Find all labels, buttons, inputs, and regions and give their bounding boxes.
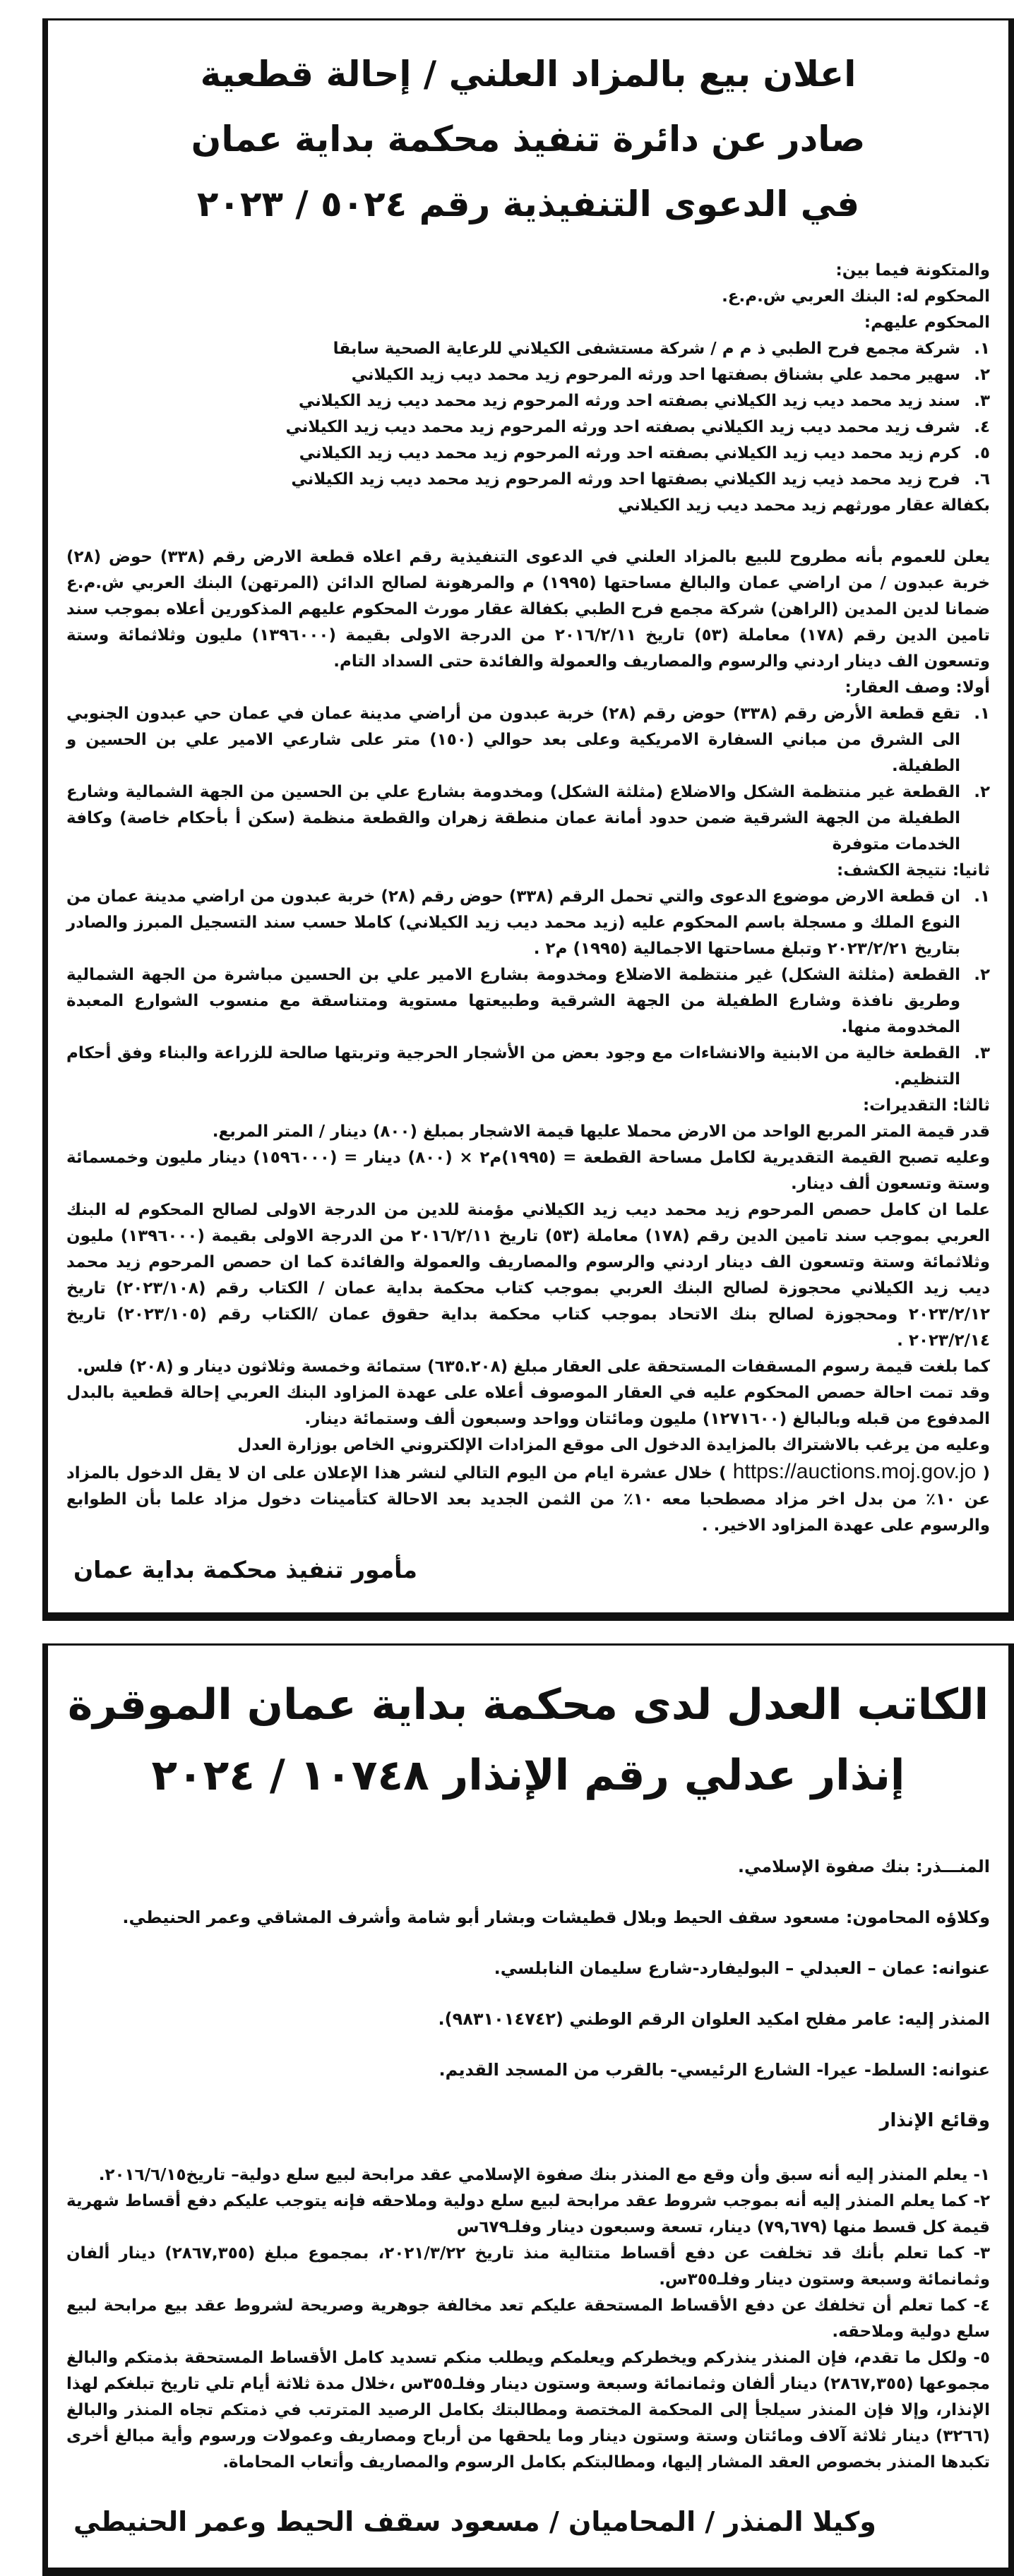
valuation-total: وعليه تصبح القيمة التقديرية لكامل مساحة القطعة = (١٩٩٥)م٢ × (٨٠٠) دينار = (١٥٩٦٠٠٠) دينار مليون وخمسمائة وستة وتسعون ألف دينار. bbox=[66, 1149, 990, 1193]
list-item: ٤- كما تعلم أن تخلفك عن دفع الأقساط المستحقة عليكم تعد مخالفة جوهرية وصريحة لشروط عقد بيع مرابحة لبيع سلع دولية وملاحقه. bbox=[66, 2296, 990, 2341]
item-number: ٢. bbox=[974, 966, 990, 984]
announcement-paragraph: يعلن للعموم بأنه مطروح للبيع بالمزاد العلني في الدعوى التنفيذية رقم اعلاه قطعة الارض رقم (٣٣٨) حوض (٢٨) خربة عبدون / من اراضي عمان والبالغ مساحتها (١٩٩٥) م والمرهونة لصالح الدائن (المرتهن) البنك العربي ش.م.ع ضمانا لدين المدين (الراهن) شركة مجمع فرح الطبي بكفالة عقار مورث المحكوم عليهم المذكورين أعلاه بموجب سند تامين الدين رقم (١٧٨) معاملة (٥٣) تاريخ ٢٠١٦/٢/١١ من الدرجة الاولى بقيمة (١٣٩٦٠٠٠) مليون وثلاثمائة وستة وتسعون الف دينار اردني والرسوم والمصاريف والعمولة والفائدة حتى السداد التام. bbox=[66, 548, 990, 671]
lawyers: وكلاؤه المحامون: مسعود سقف الحيط وبلال قطيشات وبشار أبو شامة وأشرف المشاقي وعمر الحنيطي. bbox=[122, 1907, 990, 1927]
list-item bbox=[66, 362, 990, 388]
property-description-list bbox=[66, 701, 990, 858]
item-number: ٦. bbox=[974, 470, 990, 489]
participation-paragraph: ( https://auctions.moj.gov.jo ) خلال عشرة ايام من اليوم التالي لنشر هذا الإعلان على ان لا يقل الدخول بالمزاد عن ١٠٪ من بدل اخر مزاد مصطحبا معه ١٠٪ من الثمن الجديد بعد الاحالة كتأمينات دخول مزاد علما بأن الطوابع والرسوم على عهدة المزاود الاخير. . bbox=[66, 1460, 991, 1535]
item-number: ١. bbox=[974, 705, 990, 723]
participation-terms: خلال عشرة ايام من اليوم التالي لنشر هذا الإعلان على ان لا يقل الدخول بالمزاد عن ١٠٪ من بدل اخر مزاد مصطحبا معه ١٠٪ من الثمن الجديد بعد الاحالة كتأمينات دخول مزاد علما بأن الطوابع والرسوم على عهدة المزاود الاخير. . bbox=[66, 1464, 991, 1535]
legal-warning-notice bbox=[42, 1643, 1014, 2576]
list-item bbox=[66, 1041, 990, 1093]
participation-intro: وعليه من يرغب بالاشتراك بالمزايدة الدخول الى موقع المزادات الإلكتروني الخاص بوزارة العدل bbox=[237, 1436, 990, 1454]
valuation-per-meter: قدر قيمة المتر المربع الواحد من الارض محملا عليها قيمة الاشجار بمبلغ (٨٠٠) دينار / المتر المربع. bbox=[212, 1122, 990, 1141]
item-text: ان قطعة الارض موضوع الدعوى والتي تحمل الرقم (٣٣٨) حوض رقم (٢٨) خربة عبدون من اراضي مدينة عمان من النوع الملك و مسجلة باسم المحكوم عليه (زيد محمد ديب زيد الكيلاني) كاملا حسب سند التسجيل المبرز والصادر بتاريخ ٢٠٢٣/٢/٢١ وتبلغ مساحتها الاجمالية (١٩٩٥) م٢ . bbox=[66, 887, 961, 958]
item-text: سهير محمد علي بشناق بصفتها احد ورثه المرحوم زيد محمد ديب زيد الكيلاني bbox=[351, 366, 960, 384]
item-number: ٣. bbox=[974, 1044, 990, 1062]
auction-notice bbox=[42, 18, 1014, 1621]
item-text: فرح زيد محمد ذيب زيد الكيلاني بصفتها احد ورثه المرحوم زيد محمد ديب زيد الكيلاني bbox=[291, 470, 960, 489]
notice-title-line: في الدعوى التنفيذية رقم ٥٠٢٤ / ٢٠٢٣ bbox=[196, 184, 860, 224]
list-item bbox=[66, 884, 990, 962]
notice-title-line: صادر عن دائرة تنفيذ محكمة بداية عمان bbox=[191, 119, 866, 160]
item-number: ٢. bbox=[974, 366, 990, 384]
item-number: ١. bbox=[974, 887, 990, 906]
property-tax-paragraph: كما بلغت قيمة رسوم المسقفات المستحقة على العقار مبلغ (٦٣٥.٢٠٨) ستمائة وخمسة وثلاثون دينار و (٢٠٨) فلس. bbox=[76, 1358, 990, 1376]
list-item: ٣- كما تعلم بأنك قد تخلفت عن دفع أقساط متتالية منذ تاريخ ٢٠٢١/٣/٢٢، بمجموع مبلغ (٢٨٦٧,٣٥٥) دينار ألفان وثمانمائة وسبعة وستون دينار وفلـ٣٥٥س. bbox=[66, 2244, 991, 2289]
liens-paragraph: علما ان كامل حصص المرحوم زيد محمد ديب زيد الكيلاني مؤمنة للدين من الدرجة الاولى لصالح المحكوم له البنك العربي بموجب سند تامين الدين رقم (١٧٨) معاملة (٥٣) تاريخ ٢٠١٦/٢/١١ من الدرجة الاولى بقيمة (١٣٩٦٠٠٠) مليون وثلاثمائة وستة وتسعون الف دينار اردني والرسوم والمصاريف والعمولة والفائدة كما ان حصص المرحوم زيد محمد ديب زيد الكيلاني محجوزة لصالح البنك العربي بموجب كتاب محكمة بداية عمان / الكتاب رقم (٢٠٢٣/١٠٨) تاريخ ٢٠٢٣/٢/١٢ ومحجوزة لصالح بنك الاتحاد بموجب كتاب محكمة بداية حقوق عمان /الكتاب رقم (٢٠٢٣/١٠٥) تاريخ ٢٠٢٣/٢/١٤ . bbox=[66, 1201, 991, 1350]
inspection-results-list bbox=[66, 884, 990, 1093]
list-item bbox=[66, 467, 990, 493]
warned-address: عنوانه: السلط- عيرا- الشارع الرئيسي- بالقرب من المسجد القديم. bbox=[439, 2060, 990, 2080]
auction-website-link[interactable]: https://auctions.moj.gov.jo bbox=[732, 1460, 977, 1483]
list-item bbox=[66, 701, 990, 779]
item-text: القطعة (مثلثة الشكل) غير منتظمة الاضلاع ومخدومة بشارع الامير علي بن الحسين مباشرة من الجهة الشمالية وطريق نافذة وشارع الطفيلة من الجهة الشرقية وطبيعتها مستوية ومتناسقة مع منسوب الشوارع المعبدة المخدومة منها. bbox=[66, 966, 960, 1036]
guarantee-line: بكفالة عقار مورثهم زيد محمد ديب زيد الكيلاني bbox=[617, 496, 990, 515]
list-item: ١- يعلم المنذر إليه أنه سبق وأن وقع مع المنذر بنك صفوة الإسلامي عقد مرابحة لبيع سلع دولية– تاريخ٢٠١٦/٦/١٥. bbox=[98, 2166, 990, 2184]
warning-title-line: إنذار عدلي رقم الإنذار ١٠٧٤٨ / ٢٠٢٤ bbox=[151, 1751, 905, 1800]
list-item bbox=[66, 962, 990, 1041]
facts-list bbox=[66, 2162, 990, 2476]
notice-title-line: اعلان بيع بالمزاد العلني / إحالة قطعية bbox=[200, 54, 857, 95]
warning-title-line: الكاتب العدل لدى محكمة بداية عمان الموقرة bbox=[67, 1680, 989, 1730]
item-number: ١. bbox=[974, 340, 990, 358]
list-item: ٥- ولكل ما تقدم، فإن المنذر ينذركم ويخطركم ويعلمكم ويطلب منكم تسديد كامل الأقساط المستحقة بذمتكم والبالغ مجموعها (٢٨٦٧,٣٥٥) دينار ألفان وثمانمائة وسبعة وستون دينار وفلـ٣٥٥س ،خلال مدة ثلاثة أيام تلي تاريخ تبلغكم لهذا الإنذار، وإلا فإن المنذر سيلجأ إلى المحكمة المختصة ومطالبتك بكامل الرصيد المترتب في ذمتكم تجاه المنذر والبالغ (٣٢٦٦) دينار ثلاثة آلاف ومائتان وستة وستون دينار وما يلحقها من أرباح ومصاريف وعمولات ورسوم وأية مبالغ أخرى تكبدها المنذر بخصوص العقد المشار إليها، ومطالبتكم بكامل الرسوم والمصاريف وأتعاب المحاماة. bbox=[66, 2349, 990, 2472]
item-number: ٣. bbox=[974, 392, 990, 410]
item-number: ٤. bbox=[974, 418, 990, 436]
item-text: القطعة خالية من الابنية والانشاءات مع وجود بعض من الأشجار الحرجية وتربتها صالحة للزراعة والبناء وفق أحكام التنظيم. bbox=[66, 1044, 960, 1089]
list-item bbox=[66, 336, 990, 362]
warner: المنـــذر: بنك صفوة الإسلامي. bbox=[737, 1857, 990, 1876]
item-text: كرم زيد محمد ديب زيد الكيلاني بصفته احد ورثه المرحوم زيد محمد ديب زيد الكيلاني bbox=[299, 444, 960, 462]
list-item: ٢- كما يعلم المنذر إليه أنه بموجب شروط عقد مرابحة لبيع سلع دولية وملاحقه فإنه يتوجب عليكم دفع أقساط شهرية قيمة كل قسط منها (٧٩,٦٧٩) دينار، تسعة وسبعون دينار وفلـ٦٧٩س bbox=[66, 2192, 990, 2236]
item-text: سند زيد محمد ديب زيد الكيلاني بصفته احد ورثه المرحوم زيد محمد ديب زيد الكيلاني bbox=[298, 392, 960, 410]
signature: وكيلا المنذر / المحاميان / مسعود سقف الحيط وعمر الحنيطي bbox=[73, 2506, 876, 2537]
defendants-list bbox=[66, 336, 990, 493]
item-number: ٥. bbox=[974, 444, 990, 462]
section-heading: ثالثا: التقديرات: bbox=[862, 1096, 990, 1115]
item-text: تقع قطعة الأرض رقم (٣٣٨) حوض رقم (٢٨) خربة عبدون من أراضي مدينة عمان في عمان حي عبدون الجنوبي الى الشرق من مباني السفارة الامريكية وعلى بعد حوالي (١٥٠) متر على شارعي الامير علي بن الحسين و الطفيلة. bbox=[66, 705, 960, 775]
judgment-against-label: المحكوم عليهم: bbox=[864, 313, 990, 332]
section-heading: ثانيا: نتيجة الكشف: bbox=[837, 861, 990, 880]
list-item bbox=[66, 441, 990, 467]
parties-intro: والمتكونة فيما بين: bbox=[835, 261, 990, 280]
signature: مأمور تنفيذ محكمة بداية عمان bbox=[73, 1556, 417, 1583]
facts-heading: وقائع الإنذار bbox=[879, 2110, 990, 2131]
warned-party: المنذر إليه: عامر مفلح امكيد العلوان الرقم الوطني (٩٨٣١٠١٤٧٤٢). bbox=[438, 2009, 990, 2029]
list-item bbox=[66, 779, 990, 858]
judgment-for: المحكوم له: البنك العربي ش.م.ع. bbox=[722, 287, 990, 306]
item-text: القطعة غير منتظمة الشكل والاضلاع (مثلثة الشكل) ومخدومة بشارع علي بن الحسين من الجهة الشمالية وشارع الطفيلة من الجهة الشرقية ضمن حدود أمانة عمان منطقة زهران والقطعة منظمة (سكن أ بأحكام خاصة) وكافة الخدمات متوفرة bbox=[66, 783, 960, 853]
list-item bbox=[66, 414, 990, 441]
referral-paragraph: وقد تمت احالة حصص المحكوم عليه في العقار الموصوف أعلاه على عهدة المزاود البنك العربي إحالة قطعية بالبدل المدفوع من قبله وبالبالغ (١٢٧١٦٠٠) مليون ومائتان وواحد وسبعون ألف وستمائة دينار. bbox=[66, 1384, 990, 1428]
list-item bbox=[66, 388, 990, 414]
item-text: شرف زيد محمد ديب زيد الكيلاني بصفته احد ورثه المرحوم زيد محمد ديب زيد الكيلاني bbox=[285, 418, 960, 436]
warner-address: عنوانه: عمان – العبدلي – البوليفارد-شارع سليمان النابلسي. bbox=[494, 1958, 990, 1978]
item-text: شركة مجمع فرح الطبي ذ م م / شركة مستشفى الكيلاني للرعاية الصحية سابقا bbox=[333, 340, 960, 358]
item-number: ٢. bbox=[974, 783, 990, 801]
section-heading: أولا: وصف العقار: bbox=[845, 678, 990, 697]
